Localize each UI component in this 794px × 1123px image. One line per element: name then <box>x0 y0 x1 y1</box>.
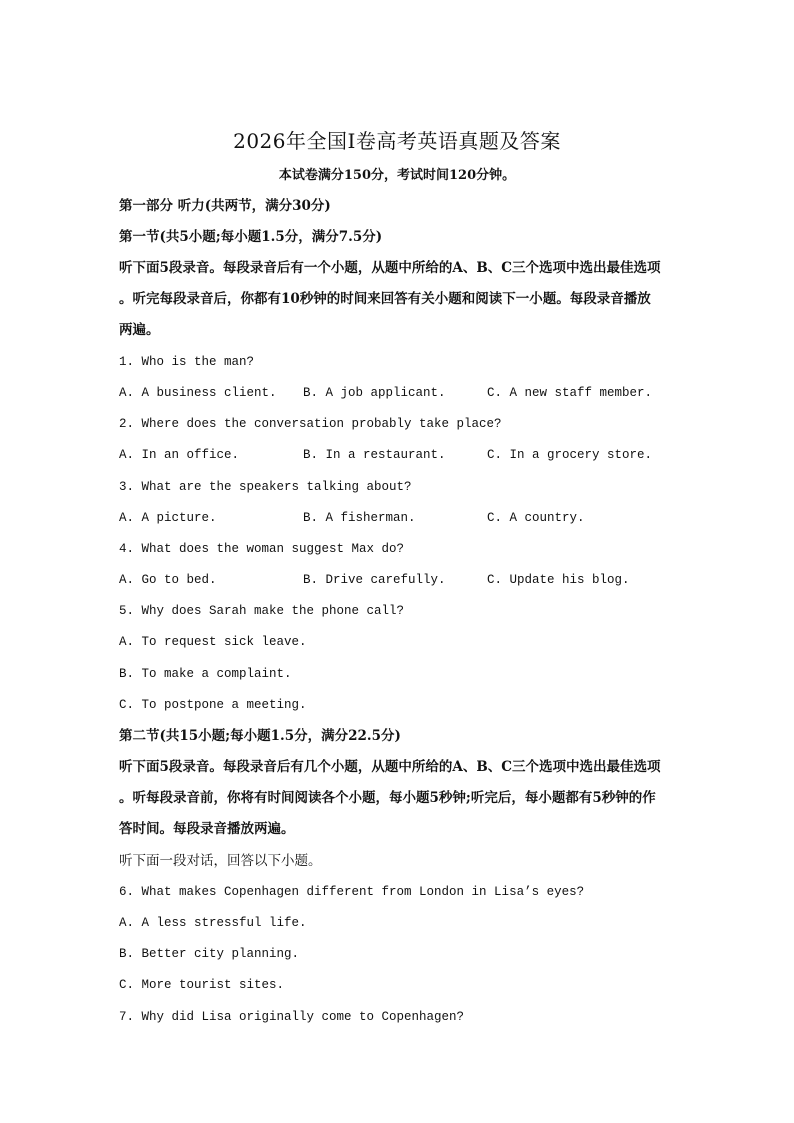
question-2-option-b: B. In a restaurant. <box>303 448 446 462</box>
question-5: 5. Why does Sarah make the phone call? <box>119 604 405 618</box>
question-1-option-c: C. A new staff member. <box>487 386 653 400</box>
question-5-option-b: B. To make a complaint. <box>119 667 292 681</box>
section2-instruction-line-3: 答时间。每段录音播放两遍。 <box>119 821 295 837</box>
part1-heading: 第一部分 听力(共两节，满分30分) <box>119 198 331 214</box>
question-7: 7. Why did Lisa originally come to Copenhagen? <box>119 1010 465 1024</box>
question-6: 6. What makes Copenhagen different from London in Lisa’s eyes? <box>119 885 585 899</box>
section1-instruction-line-2: 。听完每段录音后，你都有10秒钟的时间来回答有关小题和阅读下一小题。每段录音播放 <box>119 291 651 307</box>
question-5-option-a: A. To request sick leave. <box>119 635 307 649</box>
dialogue-intro: 听下面一段对话，回答以下小题。 <box>119 853 322 869</box>
section1-instruction-line-3: 两遍。 <box>119 322 160 338</box>
question-2-option-c: C. In a grocery store. <box>487 448 653 462</box>
section1-instruction-line-1: 听下面5段录音。每段录音后有一个小题，从题中所给的A、B、C三个选项中选出最佳选项 <box>119 260 661 276</box>
question-3-option-b: B. A fisherman. <box>303 511 416 525</box>
question-4-option-c: C. Update his blog. <box>487 573 630 587</box>
section2-heading: 第二节(共15小题;每小题1.5分，满分22.5分) <box>119 728 401 744</box>
question-5-option-c: C. To postpone a meeting. <box>119 698 307 712</box>
question-2-option-a: A. In an office. <box>119 448 240 462</box>
question-4-option-b: B. Drive carefully. <box>303 573 446 587</box>
question-1-option-a: A. A business client. <box>119 386 277 400</box>
question-2: 2. Where does the conversation probably take place? <box>119 417 502 431</box>
section1-heading: 第一节(共5小题;每小题1.5分，满分7.5分) <box>119 229 383 245</box>
question-4: 4. What does the woman suggest Max do? <box>119 542 405 556</box>
exam-subtitle: 本试卷满分150分，考试时间120分钟。 <box>278 168 516 183</box>
section2-instruction-line-2: 。听每段录音前，你将有时间阅读各个小题，每小题5秒钟;听完后，每小题都有5秒钟的作 <box>119 790 656 806</box>
question-6-option-c: C. More tourist sites. <box>119 978 285 992</box>
section2-instruction-line-1: 听下面5段录音。每段录音后有几个小题，从题中所给的A、B、C三个选项中选出最佳选项 <box>119 759 661 775</box>
question-3: 3. What are the speakers talking about? <box>119 480 412 494</box>
question-1-option-b: B. A job applicant. <box>303 386 446 400</box>
question-6-option-b: B. Better city planning. <box>119 947 300 961</box>
question-3-option-c: C. A country. <box>487 511 585 525</box>
question-1: 1. Who is the man? <box>119 355 255 369</box>
question-6-option-a: A. A less stressful life. <box>119 916 307 930</box>
question-4-option-a: A. Go to bed. <box>119 573 217 587</box>
page-title: 2026年全国Ⅰ卷高考英语真题及答案 <box>233 129 561 153</box>
question-3-option-a: A. A picture. <box>119 511 217 525</box>
